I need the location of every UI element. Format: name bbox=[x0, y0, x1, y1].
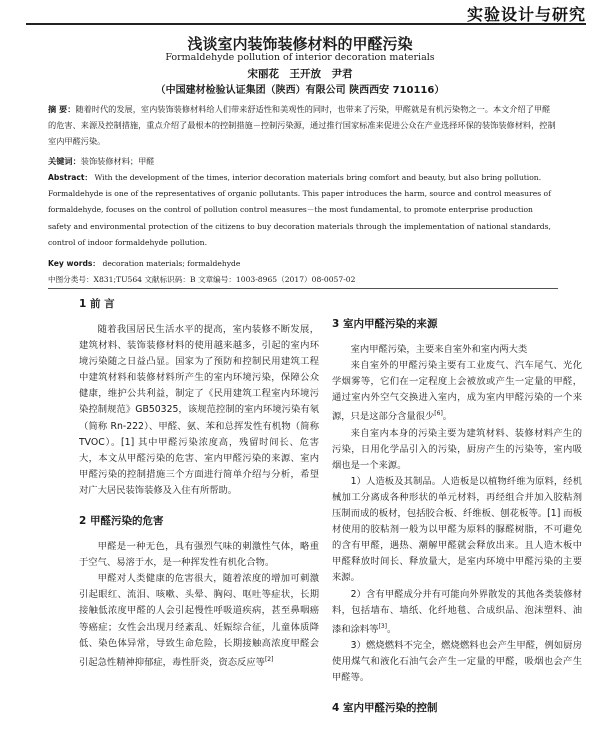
article-title: 浅谈室内装饰装修材料的甲醛污染 bbox=[187, 35, 413, 53]
abstract-divider bbox=[48, 288, 558, 289]
article-affiliation: （中国建材检验认证集团（陕西）有限公司 陕西西安 710116） bbox=[155, 85, 445, 96]
keywords-en-text: decoration materials; formaldehyde bbox=[102, 259, 241, 268]
abstract-en-text: With the development of the times, interior decoration materials bring comfort and beauty, but also bring pollution. Formaldehyde is one of the representatives of organic pollutants. This paper introduces the harm, source and control measures of formaldehyde, focuses on the control of pollution control measures－the most fundamental, to promote enterprise production safety and environmental protection of the citizens to buy decoration materials through the implementation of national standards, control of indoor formaldehyde pollution. bbox=[48, 173, 551, 247]
section-3-paragraph-3: 来自室内本身的污染主要为建筑材料、装修材料产生的污染，日用化学品引入的污染，厨房产生的污染等，室内吸烟也是一个来源。 bbox=[332, 427, 582, 471]
abstract-cn-text: 随着时代的发展，室内装饰装修材料给人们带来舒适性和美观性的同时，也带来了污染，甲醛就是有机污染物之一。本文介绍了甲醛的危害、来源及控制措施，重点介绍了最根本的控制措施－控制污染源，通过推行国家标准来促进公众在产业选择环保的装饰装修材料，控制室内甲醛污染。 bbox=[48, 104, 556, 146]
section-3-paragraph-5: 2）含有甲醛成分并有可能向外界散发的其他各类装修材料，包括墙布、墙纸、化纤地毯、合成织品、泡沫塑料、油漆和涂料等[3]。 bbox=[332, 588, 582, 635]
keywords-en-label: Key words： bbox=[48, 259, 101, 268]
section-3-heading: 3 室内甲醛污染的来源 bbox=[332, 318, 438, 330]
classification-line: 中图分类号：X831;TU564 文献标识码：B 文章编号：1003-8965（2017）08-0057-02 bbox=[48, 275, 356, 284]
section-2-paragraph-2 bbox=[79, 571, 319, 671]
section-2-paragraph-2-text: 甲醛对人类健康的危害很大，随着浓度的增加可刺激引起眼红、流泪、咳嗽、头晕、胸闷、呕吐等症状，长期接触低浓度甲醛的人会引起慢性呼吸道疾病，甚至鼻咽癌等癌症；女性会出现月经紊乱、妊娠综合征，儿童体质降低、染色体异常，导致生命危险，长期接触高浓度甲醛会引起急性精神抑郁症，毒性肝炎，资态反应等 bbox=[79, 573, 319, 668]
abstract-cn-label: 摘 要： bbox=[48, 104, 76, 114]
article-authors: 宋丽花 王开放 尹君 bbox=[247, 68, 353, 80]
section-3-paragraph-4: 1）人造板及其制品。人造板是以植物纤维为原料，经机械加工分离成各种形状的单元材料，再经组合并加入胶粘剂压制而成的板材，包括胶合板、纤维板、刨花板等。[1] 而板材使用的胶粘剂一般为以甲醛为原料的脲醛树脂，不可避免的含有甲醛，遇热、潮解甲醛就会释放出来。且人造木板中甲醛释放时间长、释放量大，是室内环境中甲醛污染的主要来源。 bbox=[332, 475, 582, 584]
section-2-heading: 2 甲醛污染的危害 bbox=[79, 515, 164, 528]
section-tag: 实验设计与研究 bbox=[466, 5, 586, 24]
abstract-en-label: Abstract： bbox=[48, 173, 93, 182]
section-1-heading: 1 前 言 bbox=[79, 298, 115, 310]
abstract-cn bbox=[48, 101, 558, 149]
keywords-en bbox=[48, 256, 558, 272]
citation-2: [2] bbox=[264, 655, 274, 663]
section-3-paragraph-2: 来自室外的甲醛污染主要有工业废气、汽车尾气、光化学烟雾等，它们在一定程度上会被放或产生一定量的甲醛，通过室内外空气交换进入室内，成为室内甲醛污染的一个来源，只是这部分含量很少[6]。 bbox=[332, 360, 582, 423]
section-1-paragraph: 随着我国居民生活水平的提高，室内装修不断发展，建筑材料、装饰装修材料的使用越来越多，引起的室内环境污染随之日益凸显。国家为了预防和控制民用建筑工程中建筑材料和装修材料所产生的室内环境污染，保障公众健康，维护公共利益，制定了《民用建筑工程室内环境污染控制规范》GB50325，该规范控制的室内环境污染有氡（简称 Rn-222）、甲醛、氨、苯和总挥发性有机物（简称 TVOC）。[1] 其中甲醛污染浓度高，残留时间长、危害大，本文从甲醛污染的危害、室内甲醛污染的来源、室内甲醛污染的控制措施三个方面进行简单介绍与分析，希望对广大居民装饰装修及入住有所帮助。 bbox=[79, 324, 319, 496]
section-3-paragraph-2-text: 来自室外的甲醛污染主要有工业废气、汽车尾气、光化学烟雾等，它们在一定程度上会被放或产生一定量的甲醛，通过室内外空气交换进入室内，成为室内甲醛污染的一个来源，只是这部分含量很少 bbox=[332, 360, 582, 423]
citation-6: [6] bbox=[434, 410, 443, 418]
section-3-paragraph-6: 3）燃烧燃料不完全，燃烧燃料也会产生甲醛，例如厨房使用煤气和液化石油气会产生一定量的甲醛，吸烟也会产生甲醛等。 bbox=[332, 639, 582, 684]
article-subtitle: Formaldehyde pollution of interior decoration materials bbox=[165, 52, 435, 63]
citation-3: [3] bbox=[378, 622, 387, 630]
header-rule bbox=[26, 23, 586, 25]
section-2-paragraph-1: 甲醛是一种无色，具有强烈气味的刺激性气体，略重于空气、易溶于水，是一种挥发性有机化合物。 bbox=[79, 541, 319, 569]
section-3-paragraph-1: 室内甲醛污染，主要来自室外和室内两大类 bbox=[350, 344, 528, 355]
section-3-paragraph-5-text: 2）含有甲醛成分并有可能向外界散发的其他各类装修材料，包括墙布、墙纸、化纤地毯、合成织品、泡沫塑料、油漆和涂料等 bbox=[332, 588, 582, 635]
right-column bbox=[332, 316, 582, 726]
keywords-cn-label: 关键词： bbox=[48, 156, 81, 166]
section-4-heading: 4 室内甲醛污染的控制 bbox=[332, 702, 438, 715]
keywords-cn-text: 装饰装修材料；甲醛 bbox=[80, 156, 155, 166]
keywords-cn bbox=[48, 153, 558, 169]
left-column bbox=[79, 296, 319, 671]
abstract-en bbox=[48, 170, 558, 251]
